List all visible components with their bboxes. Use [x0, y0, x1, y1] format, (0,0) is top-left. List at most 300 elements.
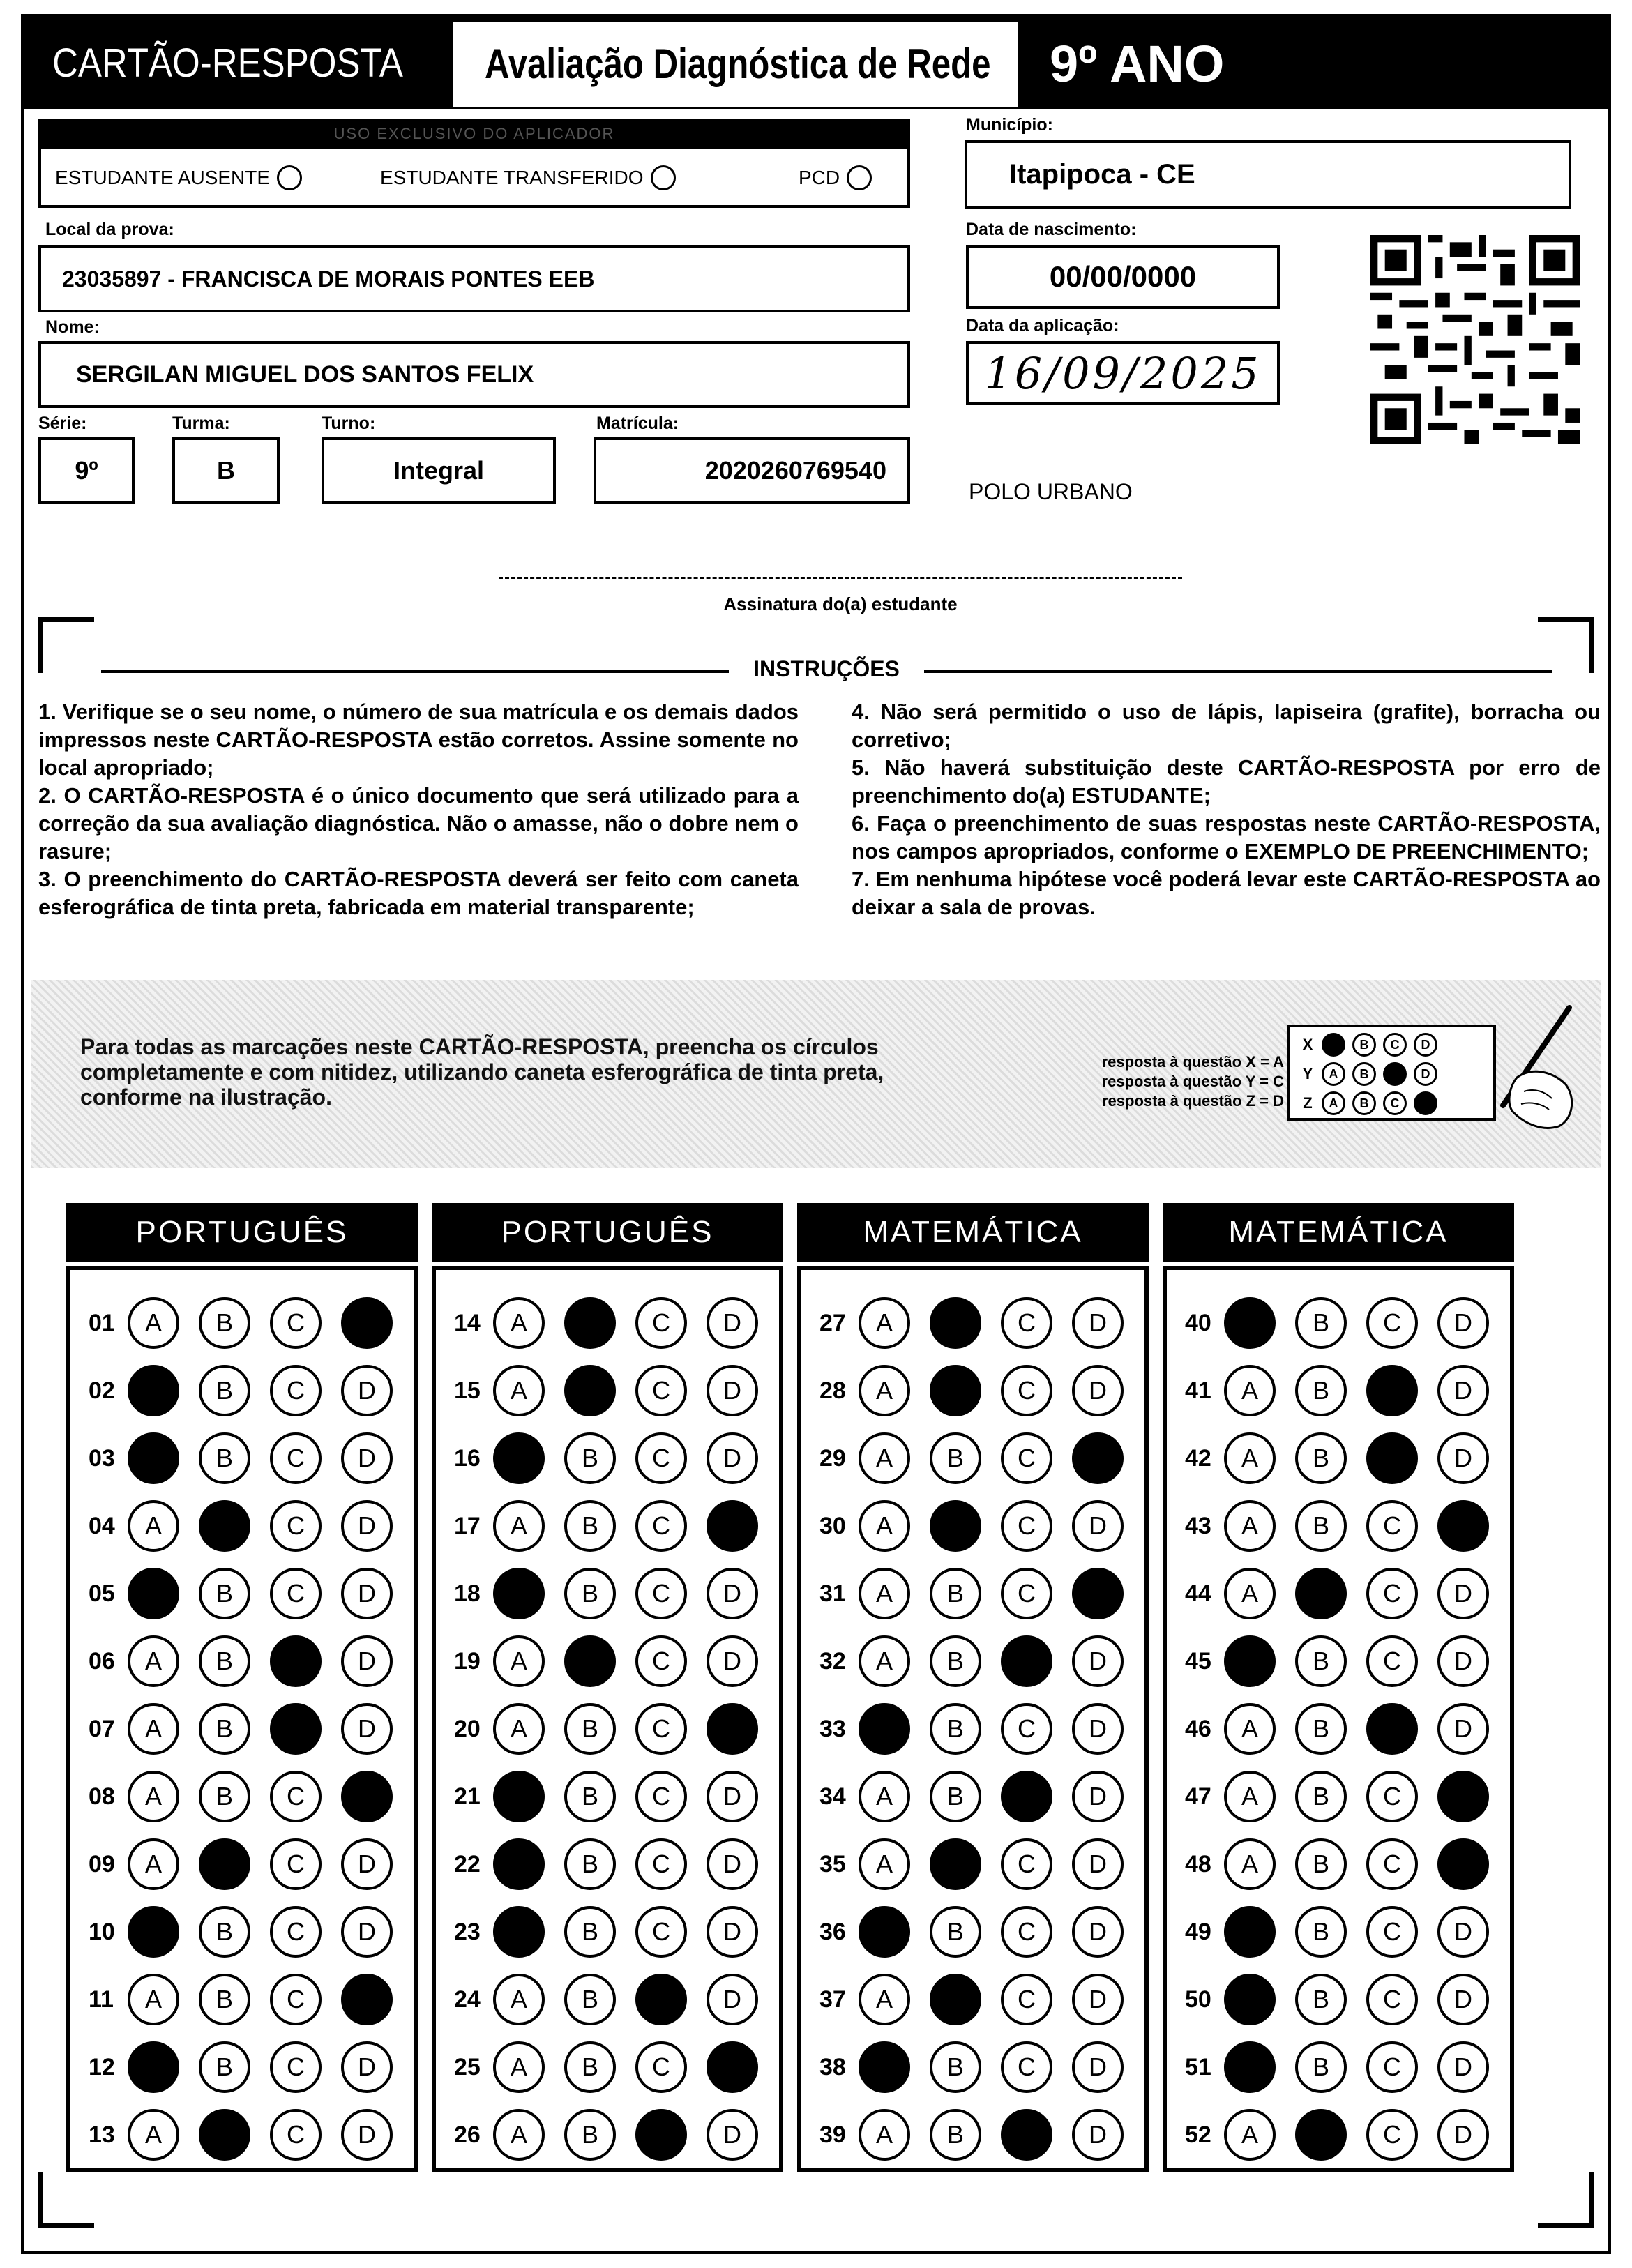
question-number: 51: [1185, 2053, 1211, 2080]
answer-bubble[interactable]: A: [1224, 1838, 1276, 1890]
example-bubble: D: [1414, 1033, 1437, 1057]
question-number: 07: [89, 1715, 115, 1742]
answer-bubble[interactable]: D: [1072, 1974, 1124, 2025]
answer-bubble[interactable]: C: [1366, 1906, 1418, 1958]
answer-bubble[interactable]: B: [930, 1703, 981, 1755]
answer-bubble[interactable]: A: [493, 1297, 545, 1349]
answer-bubble[interactable]: B: [1295, 1432, 1347, 1484]
answer-bubble-filled[interactable]: [635, 2109, 687, 2161]
answer-bubble[interactable]: B: [564, 1974, 616, 2025]
answer-bubble[interactable]: A: [128, 1974, 179, 2025]
example-row-key: Y: [1302, 1065, 1313, 1082]
question-number: 23: [454, 1918, 481, 1945]
question-row: [454, 1836, 778, 1892]
question-number: 42: [1185, 1444, 1211, 1472]
answer-bubble[interactable]: B: [564, 1703, 616, 1755]
answer-bubble[interactable]: C: [635, 1906, 687, 1958]
question-row: [89, 2107, 412, 2163]
answer-bubble[interactable]: B: [199, 1974, 250, 2025]
answer-bubble[interactable]: D: [341, 1568, 393, 1619]
answer-bubble[interactable]: B: [1295, 1500, 1347, 1552]
matricula-value: 2020260769540: [704, 456, 886, 485]
answer-bubble-filled[interactable]: [930, 1365, 981, 1416]
answer-bubble[interactable]: C: [270, 1432, 322, 1484]
answer-bubble[interactable]: D: [707, 1297, 758, 1349]
answer-bubble-filled[interactable]: [341, 1297, 393, 1349]
example-bubble: A: [1322, 1091, 1345, 1115]
answer-bubble[interactable]: B: [199, 1703, 250, 1755]
question-row: [89, 1972, 412, 2027]
answer-bubble[interactable]: D: [341, 2041, 393, 2093]
question-row: [1185, 2039, 1509, 2095]
answer-bubble[interactable]: D: [1072, 2041, 1124, 2093]
answer-bubble-filled[interactable]: [270, 1703, 322, 1755]
answer-bubble[interactable]: C: [1366, 1771, 1418, 1822]
answer-bubble-filled[interactable]: [1001, 1635, 1052, 1687]
answer-bubble[interactable]: A: [859, 2109, 910, 2161]
answer-bubble[interactable]: D: [1072, 1500, 1124, 1552]
answer-bubble[interactable]: D: [1437, 1974, 1489, 2025]
answer-bubble[interactable]: C: [635, 1568, 687, 1619]
question-row: [1185, 1633, 1509, 1689]
answer-bubble[interactable]: D: [341, 1432, 393, 1484]
answer-bubble[interactable]: C: [1001, 1432, 1052, 1484]
instruction-5: 5. Não haverá substituição deste CARTÃO-RESPOSTA por erro de preenchimento do(a) ESTUDANTE;: [852, 755, 1601, 808]
answer-bubble[interactable]: B: [1295, 1771, 1347, 1822]
application-date-label: Data da aplicação:: [966, 316, 1119, 335]
answer-bubble-filled[interactable]: [707, 1500, 758, 1552]
answer-bubble[interactable]: C: [635, 2041, 687, 2093]
question-number: 48: [1185, 1850, 1211, 1877]
question-number: 11: [89, 1986, 114, 2013]
answer-bubble-filled[interactable]: [1224, 2041, 1276, 2093]
question-row: [1185, 1701, 1509, 1757]
example-bubble: [1414, 1091, 1437, 1115]
answer-bubble[interactable]: D: [341, 1500, 393, 1552]
answer-bubble[interactable]: A: [128, 1297, 179, 1349]
question-row: [89, 2039, 412, 2095]
answer-bubble-filled[interactable]: [128, 1568, 179, 1619]
answer-bubble[interactable]: D: [707, 1974, 758, 2025]
section-title: PORTUGUÊS: [66, 1203, 418, 1262]
turma-field: [172, 437, 280, 504]
answer-bubble[interactable]: C: [1366, 2041, 1418, 2093]
answer-bubble[interactable]: C: [635, 1432, 687, 1484]
section-title: PORTUGUÊS: [432, 1203, 783, 1262]
example-bubble: B: [1352, 1091, 1376, 1115]
answer-bubble-filled[interactable]: [270, 1635, 322, 1687]
answer-bubble[interactable]: D: [1072, 1906, 1124, 1958]
answer-bubble[interactable]: B: [564, 2041, 616, 2093]
answer-bubble-filled[interactable]: [564, 1365, 616, 1416]
question-row: [1185, 2107, 1509, 2163]
answer-bubble[interactable]: C: [1366, 1974, 1418, 2025]
answer-bubble[interactable]: B: [564, 1432, 616, 1484]
question-row: [454, 1633, 778, 1689]
answer-bubble[interactable]: A: [859, 1635, 910, 1687]
answer-bubble[interactable]: B: [1295, 1974, 1347, 2025]
answer-bubble[interactable]: A: [128, 1703, 179, 1755]
answer-bubble[interactable]: B: [930, 1568, 981, 1619]
answer-bubble-filled[interactable]: [1224, 1906, 1276, 1958]
answer-bubble-filled[interactable]: [493, 1568, 545, 1619]
answer-bubble-filled[interactable]: [1437, 1500, 1489, 1552]
answer-bubble[interactable]: C: [635, 1635, 687, 1687]
question-number: 02: [89, 1377, 115, 1404]
answer-bubble[interactable]: B: [1295, 1365, 1347, 1416]
answer-bubble-filled[interactable]: [1072, 1432, 1124, 1484]
answer-bubble[interactable]: C: [1001, 1500, 1052, 1552]
answer-bubble[interactable]: B: [564, 1906, 616, 1958]
question-row: [819, 2039, 1143, 2095]
answer-bubble[interactable]: A: [128, 1635, 179, 1687]
answer-bubble[interactable]: B: [199, 1297, 250, 1349]
answer-bubble-filled[interactable]: [930, 1297, 981, 1349]
answer-bubble-filled[interactable]: [493, 1771, 545, 1822]
answer-bubble[interactable]: C: [635, 1838, 687, 1890]
answer-bubble[interactable]: B: [1295, 1635, 1347, 1687]
answer-bubble[interactable]: C: [1001, 1974, 1052, 2025]
answer-bubble[interactable]: C: [270, 1838, 322, 1890]
answer-bubble[interactable]: B: [1295, 1838, 1347, 1890]
birthdate-value: 00/00/0000: [1049, 260, 1197, 293]
answer-bubble[interactable]: D: [1437, 1568, 1489, 1619]
answer-bubble-filled[interactable]: [1224, 1297, 1276, 1349]
name-field: [38, 341, 910, 408]
answer-bubble[interactable]: D: [341, 1838, 393, 1890]
answer-bubble[interactable]: A: [1224, 1365, 1276, 1416]
answer-bubble[interactable]: D: [1437, 1365, 1489, 1416]
question-row: [1185, 1972, 1509, 2027]
answer-bubble[interactable]: D: [1437, 1297, 1489, 1349]
answer-bubble-filled[interactable]: [707, 2041, 758, 2093]
answer-bubble[interactable]: B: [564, 1771, 616, 1822]
question-row: [1185, 1566, 1509, 1621]
answer-bubble-filled[interactable]: [1001, 1771, 1052, 1822]
answer-bubble[interactable]: B: [930, 2041, 981, 2093]
birthdate-field: [966, 245, 1280, 309]
answer-bubble[interactable]: B: [564, 2109, 616, 2161]
answer-bubble[interactable]: D: [341, 1906, 393, 1958]
answer-bubble[interactable]: D: [1437, 1703, 1489, 1755]
example-bubble: C: [1383, 1033, 1407, 1057]
answer-bubble[interactable]: D: [341, 1365, 393, 1416]
answer-bubble[interactable]: C: [270, 1568, 322, 1619]
answer-bubble-filled[interactable]: [1437, 1838, 1489, 1890]
answer-bubble-filled[interactable]: [128, 1365, 179, 1416]
absent-option[interactable]: [55, 165, 302, 190]
answer-bubble[interactable]: B: [199, 1771, 250, 1822]
answer-bubble-filled[interactable]: [199, 1500, 250, 1552]
answer-bubble-filled[interactable]: [493, 1432, 545, 1484]
question-row: [819, 1295, 1143, 1351]
answer-bubble[interactable]: C: [1001, 1297, 1052, 1349]
answer-bubble[interactable]: C: [270, 2109, 322, 2161]
answer-bubble[interactable]: C: [1366, 1568, 1418, 1619]
example-bubble: [1322, 1033, 1345, 1057]
answer-bubble[interactable]: C: [1001, 1568, 1052, 1619]
answer-bubble[interactable]: B: [564, 1838, 616, 1890]
answer-bubble-filled[interactable]: [199, 2109, 250, 2161]
answer-bubble-filled[interactable]: [930, 1974, 981, 2025]
answer-bubble-filled[interactable]: [493, 1906, 545, 1958]
question-number: 01: [89, 1309, 115, 1336]
answer-bubble[interactable]: C: [1366, 1297, 1418, 1349]
answer-bubble-filled[interactable]: [930, 1500, 981, 1552]
answer-bubble[interactable]: C: [270, 1297, 322, 1349]
answer-bubble[interactable]: C: [635, 1703, 687, 1755]
question-number: 24: [454, 1986, 481, 2013]
answer-bubble-filled[interactable]: [341, 1974, 393, 2025]
answer-bubble-filled[interactable]: [635, 1974, 687, 2025]
answer-bubble[interactable]: C: [1366, 2109, 1418, 2161]
answer-bubble[interactable]: A: [1224, 1432, 1276, 1484]
example-legend: [1033, 1052, 1284, 1111]
answer-bubble-filled[interactable]: [493, 1838, 545, 1890]
question-number: 12: [89, 2053, 115, 2080]
question-number: 41: [1185, 1377, 1211, 1404]
answer-bubble-filled[interactable]: [1437, 1771, 1489, 1822]
answer-bubble[interactable]: A: [493, 2041, 545, 2093]
answer-bubble[interactable]: A: [859, 1297, 910, 1349]
question-row: [1185, 1836, 1509, 1892]
example-legend-x: resposta à questão X = A: [1101, 1053, 1284, 1071]
answer-bubble-filled[interactable]: [341, 1771, 393, 1822]
question-number: 16: [454, 1444, 481, 1472]
transferred-radio[interactable]: [651, 165, 676, 190]
answer-bubble[interactable]: A: [128, 2109, 179, 2161]
answer-bubble[interactable]: B: [199, 2041, 250, 2093]
answer-bubble[interactable]: B: [564, 1568, 616, 1619]
answer-bubble[interactable]: B: [1295, 1906, 1347, 1958]
answer-bubble[interactable]: D: [1072, 1703, 1124, 1755]
answer-bubble[interactable]: B: [199, 1635, 250, 1687]
answer-bubble[interactable]: A: [859, 1365, 910, 1416]
answer-bubble[interactable]: C: [270, 1500, 322, 1552]
answer-bubble[interactable]: A: [493, 2109, 545, 2161]
answer-bubble-filled[interactable]: [1366, 1432, 1418, 1484]
application-date-field: [966, 341, 1280, 405]
answer-bubble[interactable]: D: [341, 1703, 393, 1755]
answer-bubble[interactable]: A: [493, 1635, 545, 1687]
answer-bubble[interactable]: D: [1072, 2109, 1124, 2161]
answer-bubble[interactable]: D: [707, 1906, 758, 1958]
instruction-4: 4. Não será permitido o uso de lápis, lapiseira (grafite), borracha ou corretivo;: [852, 700, 1601, 752]
signature-line[interactable]: [499, 577, 1182, 579]
answer-bubble-filled[interactable]: [1295, 2109, 1347, 2161]
answer-bubble[interactable]: D: [1072, 1838, 1124, 1890]
answer-bubble[interactable]: D: [707, 2109, 758, 2161]
pcd-option[interactable]: [799, 165, 872, 190]
answer-bubble[interactable]: D: [707, 1568, 758, 1619]
signature-label: Assinatura do(a) estudante: [723, 594, 958, 614]
question-row: [89, 1295, 412, 1351]
answer-bubble-filled[interactable]: [128, 2041, 179, 2093]
answer-bubble-filled[interactable]: [707, 1703, 758, 1755]
answer-bubble[interactable]: A: [859, 1771, 910, 1822]
answer-bubble[interactable]: B: [199, 1568, 250, 1619]
answer-bubble[interactable]: D: [1072, 1297, 1124, 1349]
answer-bubble[interactable]: D: [707, 1635, 758, 1687]
answer-bubble[interactable]: D: [1072, 1771, 1124, 1822]
question-row: [819, 1430, 1143, 1486]
answer-bubble-filled[interactable]: [1366, 1365, 1418, 1416]
answer-bubble-filled[interactable]: [199, 1838, 250, 1890]
answer-bubble[interactable]: C: [1366, 1635, 1418, 1687]
answer-bubble-filled[interactable]: [859, 1703, 910, 1755]
answer-bubble[interactable]: D: [1437, 2109, 1489, 2161]
question-row: [454, 1295, 778, 1351]
absent-radio[interactable]: [277, 165, 302, 190]
answer-bubble[interactable]: D: [341, 1635, 393, 1687]
answer-bubble[interactable]: A: [128, 1500, 179, 1552]
answer-bubble[interactable]: B: [199, 1432, 250, 1484]
question-number: 05: [89, 1580, 115, 1607]
polo-label: POLO URBANO: [969, 479, 1133, 504]
answer-bubble[interactable]: C: [635, 1297, 687, 1349]
answer-bubble[interactable]: A: [493, 1365, 545, 1416]
answer-bubble-filled[interactable]: [128, 1906, 179, 1958]
answer-bubble[interactable]: C: [270, 1906, 322, 1958]
answer-bubble-filled[interactable]: [1366, 1703, 1418, 1755]
question-row: [454, 1701, 778, 1757]
instructions-rule-left: [101, 670, 729, 673]
answer-bubble[interactable]: C: [270, 1771, 322, 1822]
question-row: [89, 1498, 412, 1554]
question-number: 27: [819, 1309, 846, 1336]
question-row: [819, 1904, 1143, 1960]
question-number: 40: [1185, 1309, 1211, 1336]
corner-mark-top-left: [38, 617, 94, 673]
answer-bubble[interactable]: A: [1224, 1568, 1276, 1619]
question-row: [819, 1363, 1143, 1419]
question-row: [454, 1566, 778, 1621]
question-number: 20: [454, 1715, 481, 1742]
serie-label: Série:: [38, 414, 87, 433]
answer-bubble[interactable]: C: [270, 1974, 322, 2025]
answer-bubble[interactable]: B: [199, 1365, 250, 1416]
pcd-label: PCD: [799, 167, 840, 188]
answer-bubble-filled[interactable]: [859, 1906, 910, 1958]
answer-bubble[interactable]: B: [1295, 2041, 1347, 2093]
answer-bubble-filled[interactable]: [1001, 2109, 1052, 2161]
corner-mark-top-right: [1538, 617, 1594, 673]
answer-bubble[interactable]: C: [270, 1365, 322, 1416]
answer-bubble[interactable]: C: [1001, 1703, 1052, 1755]
absent-label: ESTUDANTE AUSENTE: [55, 167, 271, 188]
answer-bubble-filled[interactable]: [1224, 1974, 1276, 2025]
answer-bubble[interactable]: C: [1366, 1838, 1418, 1890]
answer-bubble-filled[interactable]: [564, 1635, 616, 1687]
answer-bubble-filled[interactable]: [1224, 1635, 1276, 1687]
answer-bubble-filled[interactable]: [859, 2041, 910, 2093]
answer-bubble-filled[interactable]: [1072, 1568, 1124, 1619]
question-number: 08: [89, 1783, 115, 1810]
answer-bubble[interactable]: D: [1437, 2041, 1489, 2093]
birthdate-label: Data de nascimento:: [966, 220, 1137, 239]
answer-bubble[interactable]: A: [128, 1771, 179, 1822]
answer-bubble[interactable]: A: [859, 1568, 910, 1619]
question-row: [454, 1498, 778, 1554]
answer-bubble-filled[interactable]: [1295, 1568, 1347, 1619]
question-number: 04: [89, 1512, 115, 1539]
question-number: 30: [819, 1512, 846, 1539]
answer-bubble[interactable]: A: [859, 1974, 910, 2025]
pcd-radio[interactable]: [847, 165, 872, 190]
answer-bubble[interactable]: D: [1437, 1635, 1489, 1687]
corner-mark-bottom-left: [38, 2172, 94, 2228]
answer-bubble[interactable]: C: [1366, 1500, 1418, 1552]
answer-bubble[interactable]: C: [270, 2041, 322, 2093]
answer-bubble[interactable]: C: [635, 1500, 687, 1552]
answer-bubble[interactable]: A: [493, 1974, 545, 2025]
answer-bubble[interactable]: D: [1072, 1635, 1124, 1687]
question-number: 34: [819, 1783, 846, 1810]
answer-bubble[interactable]: B: [1295, 1297, 1347, 1349]
pen-hand-icon: [1475, 1001, 1580, 1133]
answer-bubble[interactable]: D: [707, 1838, 758, 1890]
answer-bubble[interactable]: A: [493, 1500, 545, 1552]
turma-label: Turma:: [172, 414, 230, 433]
example-row-key: Z: [1303, 1094, 1313, 1112]
turno-value: Integral: [393, 456, 485, 485]
answer-bubble[interactable]: A: [859, 1838, 910, 1890]
answer-bubble[interactable]: B: [930, 1432, 981, 1484]
answer-bubble[interactable]: D: [1437, 1906, 1489, 1958]
answer-bubble[interactable]: B: [930, 1635, 981, 1687]
answer-bubble[interactable]: A: [493, 1703, 545, 1755]
answer-bubble[interactable]: A: [128, 1838, 179, 1890]
answer-bubble[interactable]: A: [1224, 1703, 1276, 1755]
answer-bubble[interactable]: A: [859, 1500, 910, 1552]
answer-bubble[interactable]: D: [341, 2109, 393, 2161]
transferred-option[interactable]: [380, 165, 676, 190]
answer-bubble[interactable]: D: [707, 1365, 758, 1416]
answer-bubble-filled[interactable]: [930, 1838, 981, 1890]
answer-bubble-filled[interactable]: [564, 1297, 616, 1349]
answer-bubble[interactable]: D: [707, 1771, 758, 1822]
question-number: 03: [89, 1444, 115, 1472]
answer-bubble[interactable]: B: [1295, 1703, 1347, 1755]
instruction-3: 3. O preenchimento do CARTÃO-RESPOSTA deverá ser feito com caneta esferográfica de tinta preta, fabricada em material transparente;: [38, 867, 799, 919]
answer-bubble[interactable]: C: [1001, 1365, 1052, 1416]
answer-bubble[interactable]: B: [930, 1771, 981, 1822]
answer-bubble[interactable]: A: [859, 1432, 910, 1484]
answer-bubble[interactable]: A: [1224, 1771, 1276, 1822]
answer-bubble[interactable]: D: [1437, 1432, 1489, 1484]
municipio-label: Município:: [966, 115, 1053, 135]
question-number: 28: [819, 1377, 846, 1404]
answer-bubble[interactable]: A: [1224, 1500, 1276, 1552]
answer-bubble[interactable]: C: [635, 1365, 687, 1416]
example-bubble: D: [1414, 1062, 1437, 1086]
answer-bubble[interactable]: C: [1001, 1906, 1052, 1958]
answer-bubble[interactable]: C: [635, 1771, 687, 1822]
answer-bubble[interactable]: B: [199, 1906, 250, 1958]
answer-bubble[interactable]: B: [930, 1906, 981, 1958]
example-row: [1294, 1059, 1493, 1089]
answer-bubble-filled[interactable]: [128, 1432, 179, 1484]
answer-bubble[interactable]: B: [930, 2109, 981, 2161]
answer-bubble[interactable]: B: [564, 1500, 616, 1552]
answer-bubble[interactable]: C: [1001, 2041, 1052, 2093]
question-number: 52: [1185, 2121, 1211, 2148]
question-row: [819, 1836, 1143, 1892]
answer-bubble[interactable]: A: [1224, 2109, 1276, 2161]
answer-bubble[interactable]: C: [1001, 1838, 1052, 1890]
answer-bubble[interactable]: D: [707, 1432, 758, 1484]
answer-bubble[interactable]: D: [1072, 1365, 1124, 1416]
